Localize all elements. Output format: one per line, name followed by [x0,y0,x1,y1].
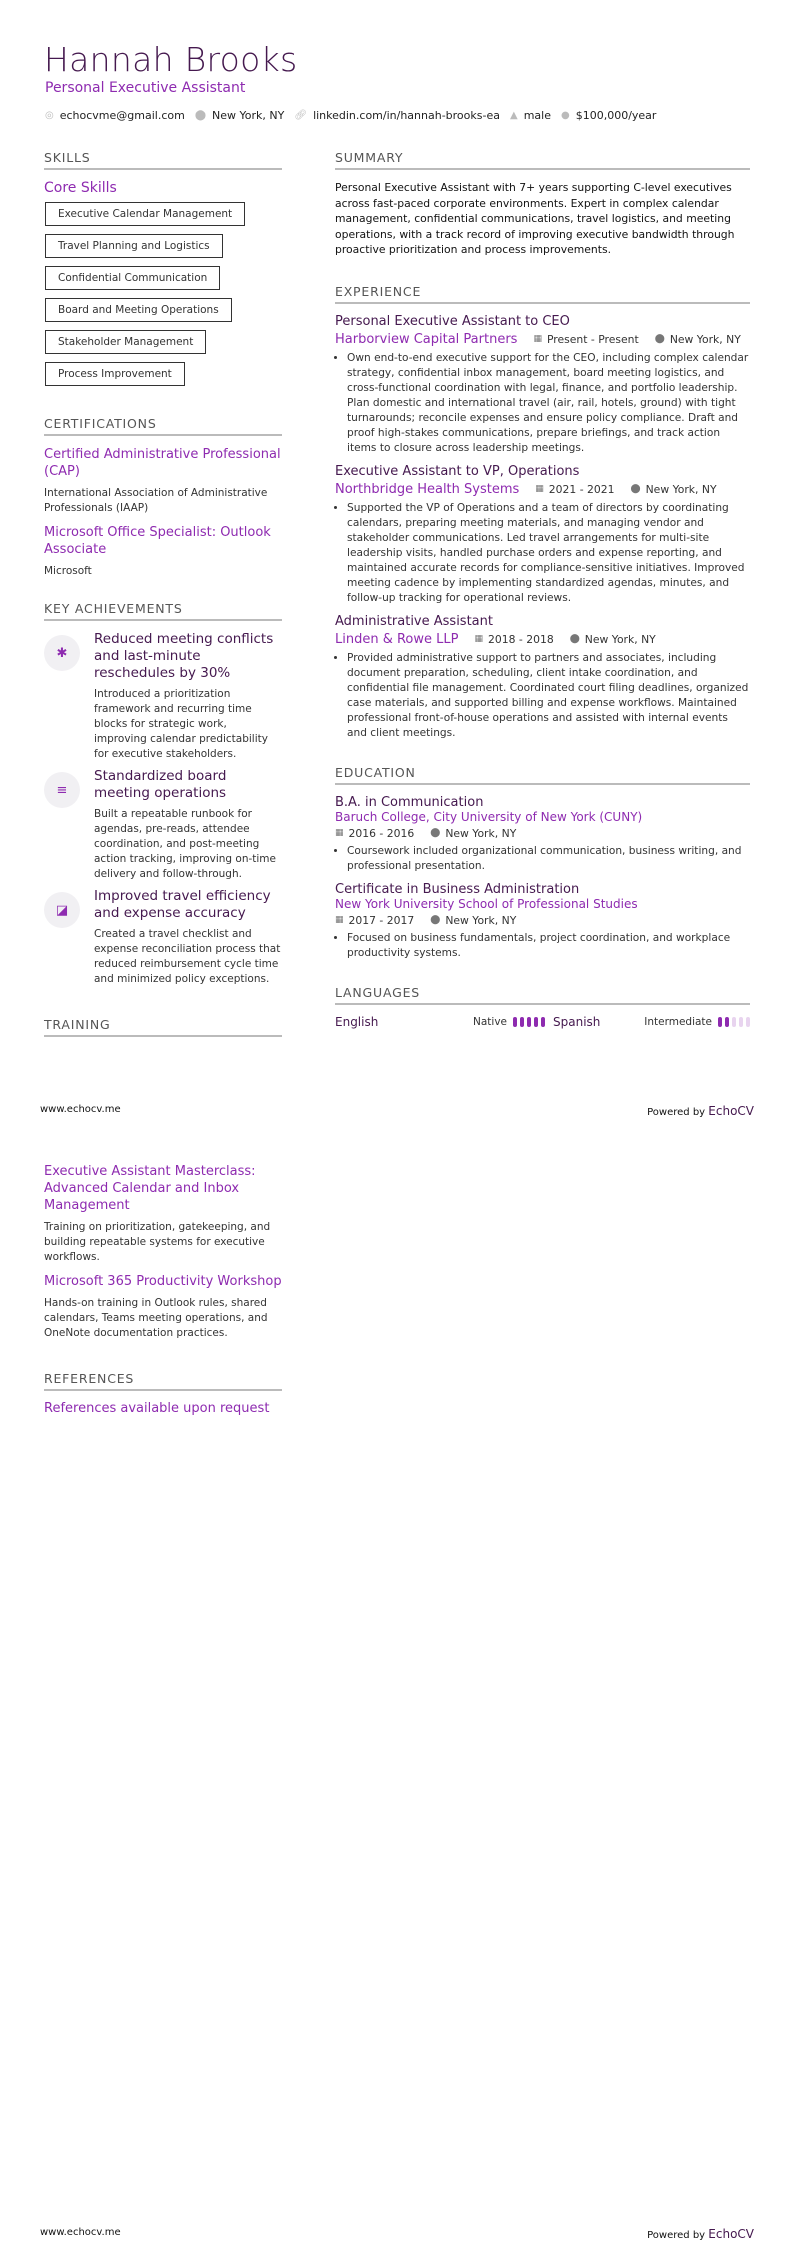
calendar-icon: ▦ [533,334,542,344]
education-item [335,795,750,874]
left-column [44,1163,282,1438]
footer [40,2227,754,2241]
edu-location: New York, NY [445,913,517,927]
footer-brand[interactable]: EchoCV [708,2227,754,2241]
contact-gender: male [523,109,551,122]
rating-dot [725,1017,729,1027]
rating-dot [534,1017,538,1027]
contact-salary: $100,000/year [575,109,657,122]
section-heading: SUMMARY [335,150,750,170]
certification-name: Microsoft Office Specialist: Outlook Associate [44,525,271,557]
location-icon: ⬤ [569,634,580,644]
edu-dates: 2017 - 2017 [348,913,415,927]
job-dates: Present - Present [546,332,639,346]
job-location: New York, NY [584,632,656,646]
job-dates: 2021 - 2021 [548,482,615,496]
contact-row [45,109,656,122]
achievement-desc: Built a repeatable runbook for agendas, pre-reads, attendee coordination, and post-meeting action tracking, improving on-time delivery and follow-through. [94,808,276,880]
certification-issuer: International Association of Administrative Professionals (IAAP) [44,487,268,514]
training-desc: Training on prioritization, gatekeeping, and building repeatable systems for executive workflows. [44,1221,271,1263]
training-name: Microsoft 365 Productivity Workshop [44,1274,282,1289]
skill-tag: Travel Planning and Logistics [45,234,223,258]
job-location: New York, NY [645,482,717,496]
training-desc: Hands-on training in Outlook rules, shared calendars, Teams meeting operations, and OneNote documentation practices. [44,1297,268,1339]
job-title: Personal Executive Assistant to CEO [335,313,570,329]
person-icon: ▲ [509,110,518,121]
contact-location: New York, NY [212,109,285,122]
footer-powered: Powered by [647,2230,706,2241]
education-item [335,882,750,961]
section-heading: EXPERIENCE [335,284,750,304]
language-item [335,1015,545,1029]
summary-text: Personal Executive Assistant with 7+ years supporting C-level executives across fast-paced corporate environments. Expert in complex calendar management, confidential communications, travel logistics, and meeting operations, with a track record of improving executive bandwidth through proactive prioritization and process improvements. [335,181,735,256]
language-name: Spanish [553,1014,601,1029]
achievement-desc: Introduced a prioritization framework and recurring time blocks for strategic work, improving calendar predictability for executive stakeholders. [94,688,268,760]
job-title: Administrative Assistant [335,613,493,629]
achievement-desc: Created a travel checklist and expense reconciliation process that reduced reimbursement cycle time and minimized policy exceptions. [94,928,281,985]
skills-section [44,150,282,394]
bookmark-slash-icon: ◪ [44,892,80,928]
certification-issuer: Microsoft [44,565,92,577]
section-heading: LANGUAGES [335,985,750,1005]
at-icon: ◎ [45,110,54,121]
skill-tag: Process Improvement [45,362,185,386]
education-section [335,765,750,961]
experience-item [335,314,750,456]
contact-email[interactable]: echocvme@gmail.com [59,109,185,122]
candidate-name: Hannah Brooks [44,40,298,79]
job-dates: 2018 - 2018 [488,632,554,646]
job-title: Executive Assistant to VP, Operations [335,463,580,479]
contact-linkedin[interactable]: linkedin.com/in/hannah-brooks-ea [313,109,500,122]
list-icon: ≡ [44,772,80,808]
rating-dot [746,1017,750,1027]
language-item [545,1015,750,1029]
school: Baruch College, City University of New York (CUNY) [335,809,643,824]
rating-dot [739,1017,743,1027]
left-column [44,150,282,1059]
section-heading: CERTIFICATIONS [44,416,282,436]
link-icon: 🔗︎ [294,110,308,121]
certifications-section [44,416,282,579]
rating-dot [527,1017,531,1027]
language-name: English [335,1014,379,1029]
calendar-icon: ▦ [335,915,344,925]
company-name: Linden & Rowe LLP [335,631,459,647]
training-section [44,1017,282,1037]
skill-tag: Board and Meeting Operations [45,298,232,322]
experience-item [335,464,750,606]
footer-powered: Powered by [647,1107,706,1118]
references-section [44,1371,282,1416]
company-name: Harborview Capital Partners [335,331,518,347]
language-level: Native [473,1015,507,1028]
location-icon: ⬤ [194,110,207,121]
achievement-item [44,631,282,762]
calendar-icon: ▦ [474,634,483,644]
skill-tag: Stakeholder Management [45,330,206,354]
calendar-icon: ▦ [535,484,544,494]
location-icon: ⬤ [630,484,641,494]
location-icon: ⬤ [654,334,665,344]
language-level: Intermediate [644,1015,712,1028]
achievement-item [44,888,282,987]
section-heading: EDUCATION [335,765,750,785]
job-bullet: • Provided administrative support to partners and associates, including document preparation, scheduling, client intake coordination, and confidential file management. Coordinated court filing deadlines, organized case materials, and supported billing and expense workflows. Maintained professional front-of-house operations and assisted with internal events and client meetings. [347,651,750,741]
experience-item [335,614,750,741]
job-bullet: • Supported the VP of Operations and a team of directors by coordinating calendars, preparing meeting materials, and managing vendor and stakeholder communications. Led travel arrangements for multi-site leadership visits, handled purchase orders and expense reporting, and maintained accurate records for compliance-sensitive initiatives. Improved meeting cadence by implementing standardized agendas, minutes, and follow-up tracking for operational reviews. [347,501,750,606]
footer-site[interactable]: www.echocv.me [40,2227,121,2238]
language-rating [513,1017,545,1027]
rating-dot [718,1017,722,1027]
language-rating [718,1017,750,1027]
edu-location: New York, NY [445,826,517,840]
section-heading: SKILLS [44,150,282,170]
achievement-title: Improved travel efficiency and expense accuracy [94,888,271,921]
location-icon: ⬤ [430,915,441,925]
right-column [335,150,750,1051]
school: New York University School of Professional Studies [335,896,638,911]
achievement-title: Standardized board meeting operations [94,768,227,801]
rating-dot [513,1017,517,1027]
rating-dot [732,1017,736,1027]
languages-section [335,985,750,1029]
location-icon: ⬤ [430,828,441,838]
achievements-section [44,601,282,987]
degree: Certificate in Business Administration [335,881,580,897]
edu-bullet: • Focused on business fundamentals, project coordination, and workplace productivity systems. [347,931,750,961]
company-name: Northbridge Health Systems [335,481,520,497]
training-name: Executive Assistant Masterclass: Advanced Calendar and Inbox Management [44,1164,256,1213]
section-heading: TRAINING [44,1017,282,1037]
footer [40,1104,754,1118]
training-section [44,1163,282,1341]
references-text: References available upon request [44,1401,270,1416]
skill-tag: Confidential Communication [45,266,220,290]
achievement-item [44,768,282,882]
calendar-icon: ▦ [335,828,344,838]
achievement-title: Reduced meeting conflicts and last-minute reschedules by 30% [94,631,274,681]
section-heading: REFERENCES [44,1371,282,1391]
footer-site[interactable]: www.echocv.me [40,1104,121,1115]
rating-dot [520,1017,524,1027]
bug-icon: ✱ [44,635,80,671]
summary-section [335,150,750,258]
skill-tag: Executive Calendar Management [45,202,245,226]
edu-dates: 2016 - 2016 [348,826,415,840]
footer-brand[interactable]: EchoCV [708,1104,754,1118]
skills-group-title: Core Skills [44,180,117,196]
section-heading: KEY ACHIEVEMENTS [44,601,282,621]
edu-bullet: • Coursework included organizational communication, business writing, and professional presentation. [347,844,750,874]
job-bullet: • Own end-to-end executive support for the CEO, including complex calendar strategy, confidential inbox management, board meeting logistics, and cross-functional coordination with legal, finance, and portfolio leadership. Plan domestic and international travel (air, rail, hotels, ground) with tight turnarounds; reconcile expenses and ensure policy compliance. Draft and proof high-stakes communications, prepare briefings, and track action items to closure across leadership meetings. [347,351,750,456]
experience-section [335,284,750,741]
degree: B.A. in Communication [335,794,484,810]
money-icon: ● [560,110,570,121]
page-2 [0,1123,794,2246]
certification-name: Certified Administrative Professional (CAP) [44,447,281,479]
job-location: New York, NY [669,332,741,346]
candidate-title: Personal Executive Assistant [45,80,246,96]
